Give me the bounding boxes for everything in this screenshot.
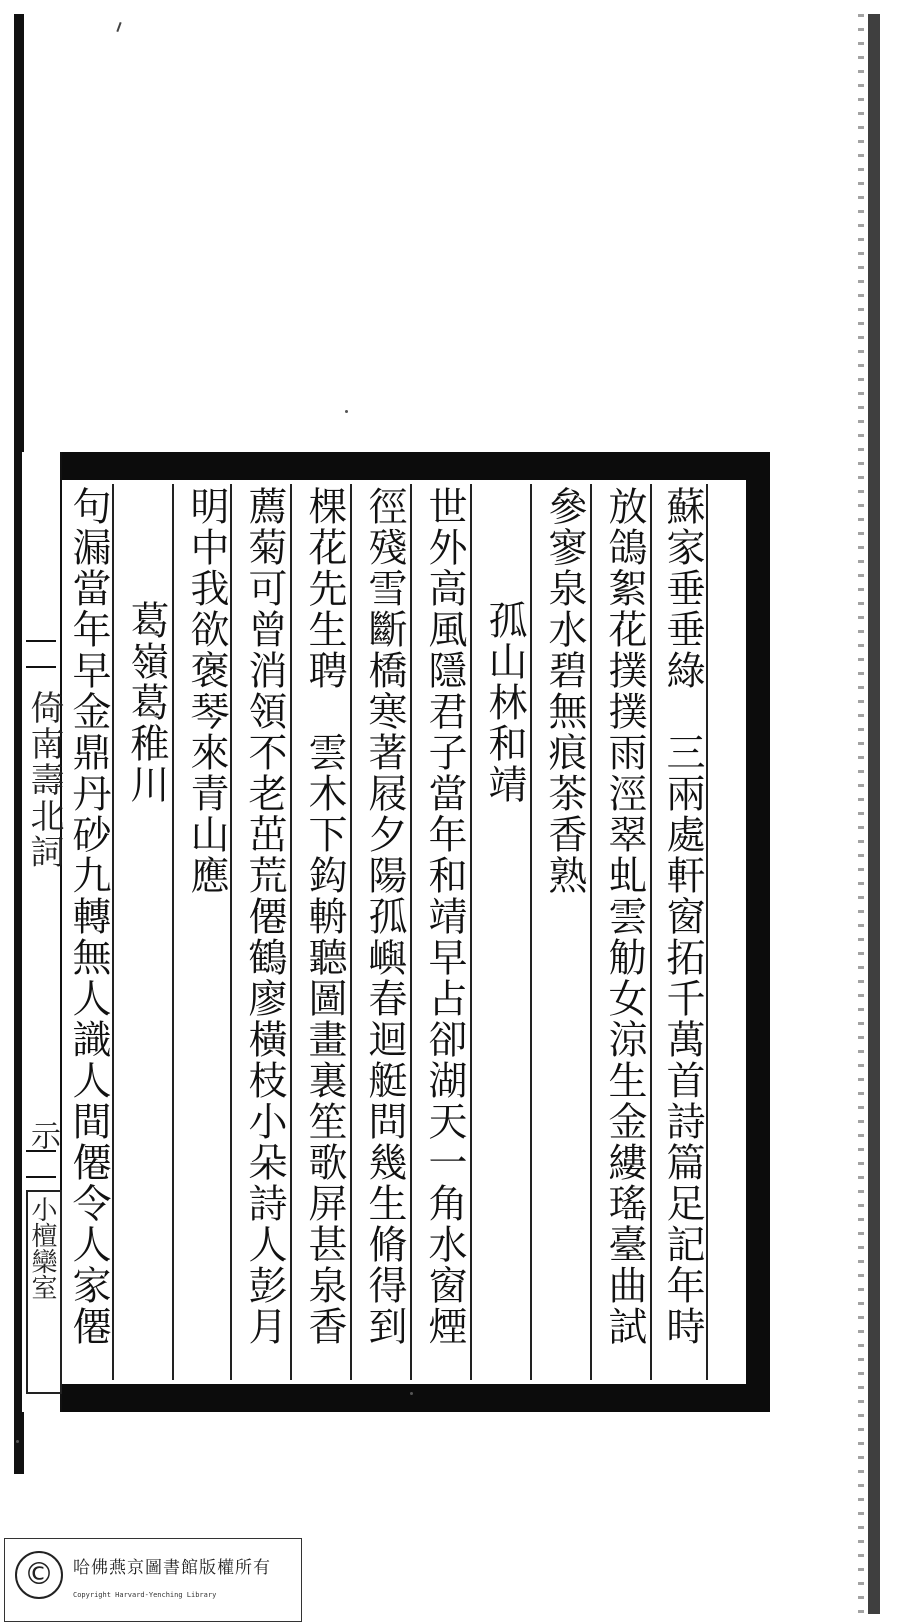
- fold-margin-page-mark: 示: [25, 1120, 60, 1150]
- text-column-4-heading: 孤山林和靖: [482, 600, 527, 805]
- text-column-3: 參寥泉水碧無痕茶香熟: [542, 486, 587, 896]
- text-column-11: 句漏當年早金鼎丹砂九轉無人識人間僊令人家僊: [66, 486, 111, 1347]
- text-column-9: 明中我欲褒琴來青山應: [184, 486, 229, 896]
- column-rule: [350, 484, 352, 1380]
- column-rule: [410, 484, 412, 1380]
- text-column-6: 徑殘雪斷橋寒著屐夕陽孤嶼春迴艇問幾生脩得到: [362, 486, 407, 1347]
- text-column-1: 蘇家垂垂綠 三兩處軒窗拓千萬首詩篇足記年時: [660, 486, 705, 1347]
- copyright-text: 哈佛燕京圖書館版權所有: [73, 1558, 271, 1578]
- fish-tail-mark-bottom: [26, 1150, 56, 1178]
- column-rule: [530, 484, 532, 1380]
- copyright-text-english: Copyright Harvard-Yenching Library: [73, 1591, 217, 1599]
- column-rule: [172, 484, 174, 1380]
- column-rule: [706, 484, 708, 1380]
- fish-tail-mark-top: [26, 640, 56, 668]
- text-column-7: 棵花先生聘 雲木下鈎輈聽圖畫裏笙歌屏甚泉香: [302, 486, 347, 1347]
- column-rule: [230, 484, 232, 1380]
- speck: [410, 1392, 413, 1395]
- text-column-2: 放鴿絮花撲撲雨涇翠虬雲觔女涼生金縷瑤臺曲試: [602, 486, 647, 1347]
- text-column-8: 薦菊可曾消領不老茁荒僊鶴廖橫枝小朵詩人彭月: [242, 486, 287, 1347]
- page-edge-right-speckle: [858, 14, 864, 1614]
- fold-margin-title: 倚南壽北詞: [24, 690, 64, 870]
- text-column-10-heading: 葛嶺葛稚川: [124, 600, 169, 805]
- column-rule: [650, 484, 652, 1380]
- column-rule: [112, 484, 114, 1380]
- scan-mark: [116, 22, 121, 32]
- copyright-stamp: [4, 1538, 302, 1622]
- speck: [16, 1440, 19, 1443]
- column-rule: [470, 484, 472, 1380]
- column-rule: [590, 484, 592, 1380]
- text-column-5: 世外高風隱君子當年和靖早占卻湖天一角水窗煙: [422, 486, 467, 1347]
- column-rule: [290, 484, 292, 1380]
- page-edge-right: [868, 14, 880, 1614]
- copyright-icon: ©: [15, 1551, 63, 1599]
- speck: [345, 410, 348, 413]
- studio-name: 小檀欒室: [27, 1196, 57, 1300]
